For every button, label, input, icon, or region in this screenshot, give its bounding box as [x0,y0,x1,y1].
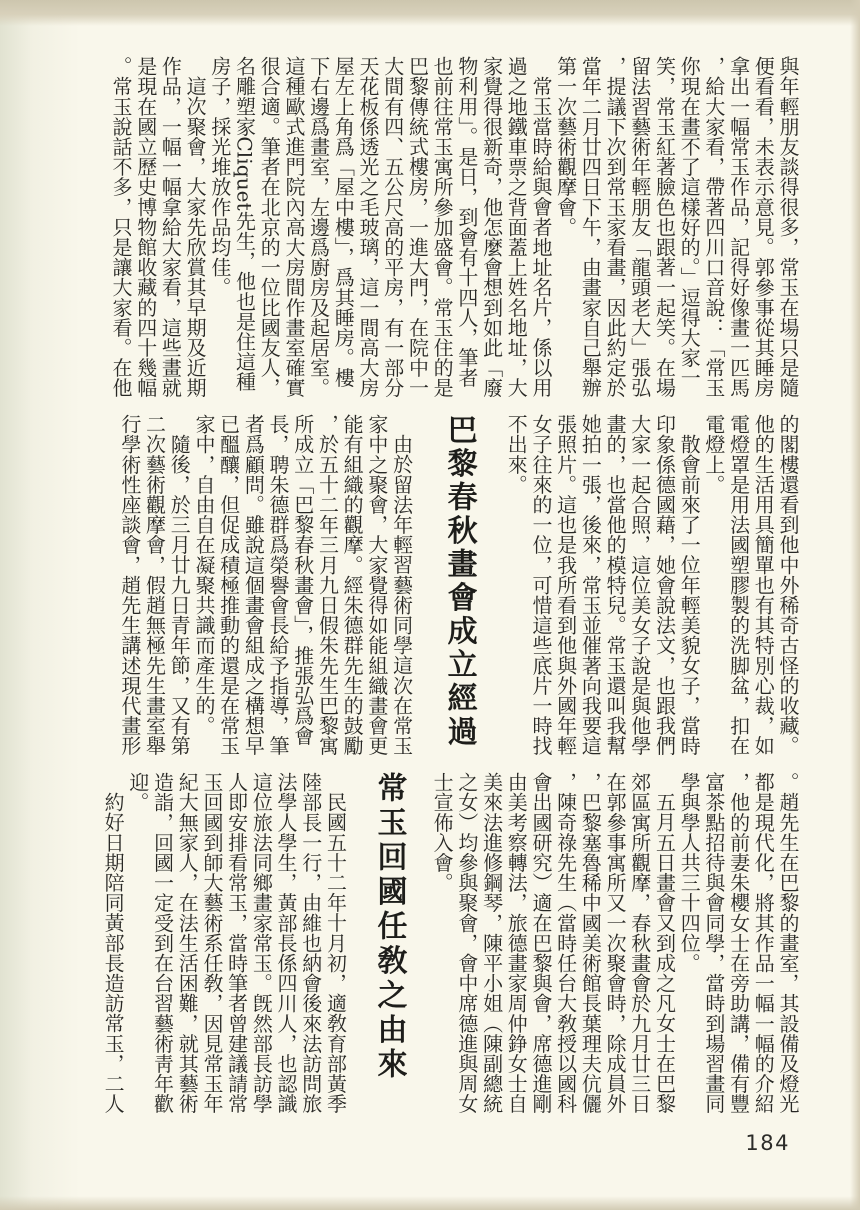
text-band-1 [108,56,800,398]
paragraph: 與年輕朋友談得很多，常玉在場只是隨便看看，未表示意見。郭參事從其睡房拿出一幅常玉作品，記得好像畫一匹馬，給大家看，帶著四川口音說：「常玉你現在畫不了這樣好的。」逗得大家一笑，常玉紅著臉色也跟著一起笑。在場留法習藝術年輕朋友「龍頭老大」張弘，提議下次到常玉家看畫，因此約定於當年二月廿四日下午，由畫家自己舉辦第一次藝術觀摩會。 [553,56,800,398]
paragraph: 散會前來了一位年輕美貌女子，當時印象係德國藉，她會說法文，也跟我們大家一起合照，這位美女子說是與他學畫的，也當他的模特兒。常玉還叫我幫她拍一張，後來，常玉並催著向我要這張照片。這也是我所看到他與外國年輕女子往來的一位，可惜這些底片一時找不出來。 [504,414,702,756]
scan-left-shadow [0,0,80,1210]
section-heading: 巴黎春秋畫會成立經過 [441,414,477,749]
page-content [100,56,800,1114]
text-band-2 [117,414,800,756]
text-band-3 [100,772,800,1114]
scan-right-edge [850,0,860,1210]
page-number: 184 [745,1131,790,1155]
paragraph: 。趙先生在巴黎的畫室，其設備及燈光都是現代化，將其作品一幅一幅的介紹，他的前妻朱櫻女士在旁助講，備有豐富茶點招待與會同學，當時到場習畫同學與學人共三十四位。 [677,772,800,1114]
paragraph: 五月五日畫會又到成之凡女士在巴黎郊區寓所觀摩，春秋畫會於九月廿三日在郭參事寓所又一次聚會時，除成員外，巴黎塞魯稀中國美術館長葉理夫伉儷，陳奇祿先生（當時任台大敎授以國科會出國研究）適在巴黎與會，席德進剛由美考察轉法，旅德畫家周仲錚女士自美來法進修鋼琴，陳平小姐（陳副總統之女）均參與聚會，會中席德進與周女士宣佈入會。 [430,772,677,1114]
scan-bottom-edge [0,1196,860,1210]
scan-top-edge [0,0,860,26]
paragraph: 的閣樓還看到他中外稀奇古怪的收藏。他的生活用具簡單也有其特別心裁，如電燈罩是用法國塑膠製的洗脚盆，扣在電燈上。 [701,414,800,756]
paragraph: 由於留法年輕習藝術同學這次在常玉家中之聚會，大家覺得如能組織畫會更能有組織的觀摩。經朱德群先生的鼓勵，於五十二年三月九日假朱先生巴黎寓所成立「巴黎春秋畫會」，推張弘爲會長，聘朱德群爲榮譽會長給予指導，筆者爲顧問。雖說這個畫會組成之構想早已醞釀，但促成積極推動的還是在常玉家中，自由自在凝聚共識而產生的。 [191,414,414,756]
paragraph: 這次聚會，大家先欣賞其早期及近期作品，一幅一幅拿給大家看，這些畫就是現在國立歷史博物館收藏的四十幾幅。常玉說話不多，只是讓大家看。在他 [109,56,208,398]
paragraph: 常玉當時給與會者地址名片，係以用過之地鐵車票之背面蓋上姓名地址，大家覺得很新奇，他怎麼會想到如此「廢物利用」。是日，到會有十四人，筆者也前往常玉寓所參加盛會。常玉住的是巴黎傳統式樓房，一進大門，在院中一大間有四、五公尺高的平房，有一部分天花板係透光之毛玻璃，這一間高大房屋左上角爲「屋中樓」，爲其睡房。樓下右邊爲畫室，左邊爲廚房及起居室。這種歐式進門院內高大房間作畫室確實很合適。筆者在北京的一位比國友人，名雕塑家Cliquet先生，他也是住這種房子，採光堆放作品均佳。 [207,56,553,398]
paragraph: 約好日期陪同黃部長造訪常玉，二人 [101,792,126,1114]
paragraph: 民國五十二年十月初，適敎育部黃季陸部長一行，由維也納會後來法訪問旅法學人學生，黃部長係四川人，也認識這位旅法同鄉畫家常玉。旣然部長訪學人即安排看常玉，當時筆者曾建議請常玉回國到師大藝術系任敎，因見常玉年紀大無家人，在法生活困難，就其藝術造詣，回國一定受到在台習藝術靑年歡迎。 [125,772,348,1114]
section-heading: 常玉回國任敎之由來 [371,772,407,1083]
paragraph: 隨後，於三月廿九日青年節，又有第二次藝術觀摩會，假趙無極先生畫室舉行學術性座談會，趙先生講述現代畫形 [117,414,192,756]
